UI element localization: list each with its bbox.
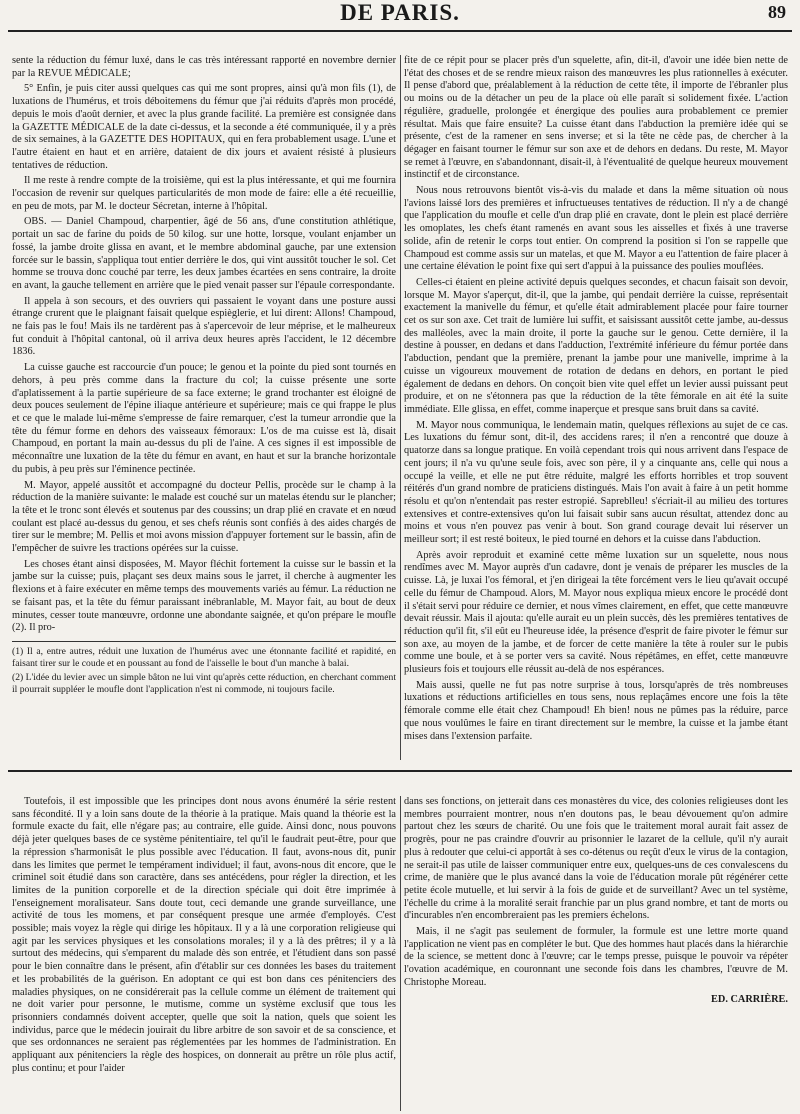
column-right-top xyxy=(404,55,788,746)
paragraph: Il appela à son secours, et des ouvriers qui passaient le voyant dans une posture aussi étrange crurent que le plaignant faisait quelque espièglerie, et lui dirent: Allons! Champoud, ne fais pas le fou! Mais ils ne tardèrent pas à s'apercevoir de leur méprise, et le malheureux fut conduit à l'hôpital cantonal, où il arriva deux heures après l'accident, le 12 décembre 1836. xyxy=(12,295,396,358)
paragraph: fite de ce répit pour se placer près d'un squelette, afin, dit-il, d'avoir une idée bien nette de l'état des choses et de se rendre mieux raison des manœuvres les plus rationnelles à exécuter. Il pense d'abord que, préalablement à la réduction de cette tête, il importe de l'ébranler plus ou moins ou de la détacher un peu de la place où elle paraît si solidement fixée. L'action régulière, graduelle, prolongée et énergique des poulies aura probablement ce premier résultat. Mais que faire ensuite? La cuisse étant dans l'abduction la première idée qui se présente, c'est de la ramener en sens inverse; et si la tête ne cède pas, de chercher à la dégager en faisant tourner le fémur sur son axe et de dehors en dedans. Du reste, M. Mayor se remet à l'œuvre, en s'abandonnant, disait-il, à l'éventualité de quelque heureux mouvement instinctif et de circonstance. xyxy=(404,55,788,181)
column-divider-top xyxy=(400,55,401,760)
feuilleton-rule xyxy=(8,770,792,772)
footnote-2: (2) L'idée du levier avec un simple bâton ne lui vint qu'après cette réduction, en cherchant comment il pourrait suppléer le moufle dont l'application n'est ni commode, ni toujours facile. xyxy=(12,671,396,695)
paragraph: 5° Enfin, je puis citer aussi quelques cas qui me sont propres, ainsi qu'à mon fils (1), de luxations de l'humérus, et trois déboitemens du fémur que j'ai réduits d'après mon procédé, depuis le mois d'août dernier, et avec la plus grande facilité. La première est consignée dans la GAZETTE MÉDICALE de la date ci-dessus, et la seconde a été communiquée, il y a près de six semaines, à la GAZETTE DES HOPITAUX, qui en fera probablement usage. L'une et l'autre étaient en haut et en arrière, dataient de dix jours et avaient résisté à plusieurs tentatives de réduction. xyxy=(12,83,396,171)
column-left-top xyxy=(12,55,396,698)
paragraph: La cuisse gauche est raccourcie d'un pouce; le genou et la pointe du pied sont tournés en dehors, à peu près comme dans la fracture du col; la cuisse présente une sorte d'aplatissement à la partie supérieure de sa face externe; le grand trochanter est éloigné de deux pouces seulement de l'épine iliaque antérieure et supérieure; mais ce qui frappe le plus et ce que le malade lui-même s'empresse de faire remarquer, c'est la tumeur arrondie que la tête du fémur forme en dehors des vaisseaux fémoraux: L'os de ma cuisse est là, disait Champoud, en portant la main au-dessus du pli de l'aine. A ces signes il est impossible de méconnaître une luxation de la tête du fémur en avant, en haut et sur la branche horizontale du pubis, à peu près sur l'éminence pectinée. xyxy=(12,362,396,475)
paragraph: M. Mayor, appelé aussitôt et accompagné du docteur Pellis, procède sur le champ à la réduction de la manière suivante: le malade est couché sur un matelas étendu sur le plancher; la tête et le tronc sont élevés et soutenus par des coussins; un drap plié en cravate et en nœud coulant est placé au-dessus du genou, et ses chefs réunis sont confiés à des aides chargés de tirer sur le membre; M. Pellis et moi avons mission d'appuyer fortement sur le bassin, afin de l'empêcher de suivre les tractions opérées sur la cuisse. xyxy=(12,479,396,555)
author-signature: ED. CARRIÈRE. xyxy=(711,993,788,1005)
paragraph: Toutefois, il est impossible que les principes dont nous avons énuméré la série restent sans fécondité. Il y a loin sans doute de la théorie à la pratique. Mais quand la théorie est la formule exacte du fait, elle n'égare pas; au contraire, elle guide. Ainsi donc, nous pouvons déjà jeter quelques bases de ce système pénitentiaire, tel qu'il le faudrait peut-être, pour que la répression s'harmonisât le plus possible avec l'éducation. Il faut, avons-nous dit, punir dans les limites que permet le tempérament individuel; il faut, avons-nous dit encore, que le criminel soit étudié dans son caractère, dans ses antécédens, pour régler la direction, et les limites de la punition corporelle et de la direction spéciale qui doit être imprimée à l'enseignement moralisateur. Sans doute tout, ceci demande une grande surveillance, une activité de tous les momens, et par conséquent presque une armée d'employés. C'est possible; mais voyez la règle qui dirige les hôpitaux. Il y a là une corporation religieuse qui agit par les services physiques et les consolations morales; il y a là des prêtres; il y a là surtout des médecins, qui s'emparent du malade dès son entrée, et l'étudient dans son passé pour le bien connaître dans le présent, afin d'établir sur ces données les bases du traitement et les probabilités de la guérison. En adoptant ce qui est bon dans ces pénitenciers des maladies physiques, on ne considérerait pas la cellule comme un élément de traitement qui ne doit varier pour personne, le mutisme, comme un système exclusif que tous les prisonniers condamnés doivent accepter, quelle que soit la nation, quels que soient les individus, parce que le médecin jouirait du libre arbitre de son savoir et de sa conscience, et que ses ordonnances ne seraient pas réglementées par les hommes de l'administration. En appliquant aux pénitenciers la règle des hospices, on donnerait au prêtre un rôle plus actif, plus continu; et pour l'aider xyxy=(12,796,396,1074)
page-header xyxy=(0,0,800,24)
column-divider-bottom xyxy=(400,796,401,1111)
running-title: DE PARIS. xyxy=(340,0,460,25)
observation-paragraph: OBS. — Daniel Champoud, charpentier, âgé de 56 ans, d'une constitution athlétique, portait un sac de farine du poids de 50 kilog. sur une hotte, lorsque, voulant enjamber un fossé, la jambe droite glissa en avant, et le membre abdominal gauche, par une extension forcée sur le bassin, s'appliqua tout entier derrière le dos, qui vint aussitôt toucher le sol. Cet homme se trouva donc couché par terre, les deux jambes écartées en sens contraire, la droite en avant, la gauche tellement en arrière que le pied venait passer sur l'épaule correspondante. xyxy=(12,216,396,291)
paragraph: dans ses fonctions, on jetterait dans ces monastères du vice, des colonies religieuses dont les membres pourraient montrer, nous n'en doutons pas, le beau dévouement qu'on admire partout chez les sœurs de charité. Ou une fois que le traitement moral aurait fait assez de progrès, pour ne pas craindre d'ouvrir au prisonnier le lazaret de la cellule, qu'il n'y aurait plus à redouter que celui-ci apportât à ses co-détenus ou reçût d'eux le virus de la contagion, ne serait-il pas utile de laisser communiquer entre eux, quelques-uns de ces convalescens du crime, de manière que le plus avancé dans la voie de l'éducation morale pût régénérer cette petite école mutuelle, et lui servir à la fois de guide et de surveillant? Avec un tel système, l'échelle du crime à la moralité serait franchie par un plus grand nombre, et tant de morts ou d'incurables n'en encombreraient pas les premiers échelons. xyxy=(404,796,788,922)
column-left-bottom xyxy=(12,796,396,1078)
paragraph: Mais, il ne s'agit pas seulement de formuler, la formule est une lettre morte quand l'application ne vient pas en compléter le but. Que des hommes haut placés dans la hiérarchie de la science, se mettent donc à l'œuvre; car le temps presse, puisque le pouvoir va répéter l'ovation académique, en couronnant une seconde fois dans les chambres, l'œuvre de M. Christophe Moreau. xyxy=(404,926,788,988)
footnotes xyxy=(12,641,396,696)
page-number: 89 xyxy=(768,2,786,22)
header-rule xyxy=(8,30,792,32)
paragraph: Les choses étant ainsi disposées, M. Mayor fléchit fortement la cuisse sur le bassin et la jambe sur la cuisse; puis, plaçant ses deux mains sous le jarret, il cherche à augmenter les flexions et à faire exécuter en même temps des mouvements variés au fémur. La réduction ne se faisant pas, et la tête du fémur paraissant inébranlable, M. Mayor fait, au bout de deux minutes, cesser toute manœuvre, ordonne une abondante saignée, et qu'on prépare le moufle (2). Il pro- xyxy=(12,558,396,634)
paragraph: Après avoir reproduit et examiné cette même luxation sur un squelette, nous nous rendîmes avec M. Mayor auprès d'un cadavre, dont je venais de préparer les muscles de la cuisse. Là, je luxai l'os fémoral, et j'en dirigeai la tête forcément vers le lieu qu'avait occupé celle du fémur de Champoud. Alors, M. Mayor nous expliqua mieux encore le procédé dont il s'était servi pour réduire ce dernier, et nous vîmes clairement, en effet, que cette manœuvre devait réussir. Mais il ajouta: qu'elle aurait eu un plein succès, dès les premières tentatives de réduction qu'il fit, s'il eût eu l'heureuse idée, la présence d'esprit de faire pivoter le fémur sur son axe, au moyen de la jambe, et de forcer de cette manière la tête à rouler sur le pubis comme une boule, et à se porter vers sa cavité. Nous répétâmes, en effet, cette manœuvre plusieurs fois et toujours elle réussit au-delà de nos espérances. xyxy=(404,549,788,676)
paragraph: M. Mayor nous communiqua, le lendemain matin, quelques réflexions au sujet de ce cas. Les luxations du fémur sont, dit-il, des accidens rares; il n'en a rencontré que douze à quatorze dans sa longue pratique. En voilà cependant trois qui nous arrivent dans l'espace de cent jours; il n'a vu qu'une seule fois, avec son père, il y a cinquante ans, celle qui nous a occupé la veille, et elle ne put être réduite, malgré les efforts horribles et trop souvent réitérés d'un grand nombre de praticiens distingués. Mais l'on avait à faire à un petit homme résolu et qu'on n'entendait pas rester estropié. Sapreblleu! s'écriait-il au milieu des tortures extensives et contre-extensives qu'on lui faisait subir sans aucun résultat, attendez donc au moins et vous n'en pouvez pas venir à bout. Son grand courage devait lui réserver un meilleur sort; il est resté boiteux, le pied tourné en dehors et la cuisse dans l'abduction. xyxy=(404,419,788,546)
column-right-bottom xyxy=(404,796,788,1006)
paragraph: Nous nous retrouvons bientôt vis-à-vis du malade et dans la même situation où nous l'avions laissé lors des premières et infructueuses tentatives de réduction. Il n'y a de changé que l'application du moufle et celle d'un drap plié en cravate, dont le plein est placé derrière les omoplates, les chefs étant ramenés en avant sous les aisselles et fixés à une traverse solide, afin de retenir le corps tout entier. On comprend la position si l'on se rappelle que Champoud est comme assis sur un matelas, et que M. Mayor a eu l'attention de faire placer à une certaine élévation le point fixe qui sert d'appui à la puissance des poulies mouflées. xyxy=(404,185,788,273)
paragraph: Celles-ci étaient en pleine activité depuis quelques secondes, et chacun faisait son devoir, lorsque M. Mayor s'aperçut, dit-il, que la jambe, qui pendait derrière la cuisse, représentait exactement la manivelle du fémur, et qu'elle était admirablement placée pour faire tourner cet os sur son axe. Cet trait de lumière lui suffit, et saisissant aussitôt cette jambe, au-dessus des malléoles, avec la main droite, il porte la gauche sur le genou. Cette dernière, il la destine à pousser, en dedans et dans l'adduction, l'extrémité inférieure du fémur portée dans l'abduction, pendant que la première, prenant la jambe pour une manivelle, imprime à la cuisse un vigoureux mouvement de rotation de dedans en dehors, en portant le pied également de dedans en dehors. On conçoit bien vite quel effet un levier aussi puissant peut produire, et on ne s'étonnera pas que la réduction de la tête fémorale en ait été la suite immédiate. Elle glissa, en effet, comme inaperçue et presque sans bruit dans sa cavité. xyxy=(404,276,788,415)
paragraph: Il me reste à rendre compte de la troisième, qui est la plus intéressante, et qui me fournira l'occasion de revenir sur quelques particularités de mon mode de faire: elle a été recueillie, en peu de mots, par M. le docteur Sécretan, interne à l'hôpital. xyxy=(12,175,396,212)
paragraph: sente la réduction du fémur luxé, dans le cas très intéressant rapporté en novembre dernier par la REVUE MÉDICALE; xyxy=(12,55,396,79)
footnote-1: (1) Il a, entre autres, réduit une luxation de l'humérus avec une étonnante facilité et rapidité, en faisant tirer sur le coude et en poussant au fond de l'aisselle le bout d'un manche à balai. xyxy=(12,645,396,669)
paragraph: Mais aussi, quelle ne fut pas notre surprise à tous, lorsqu'après de très nombreuses luxations et réductions artificielles en tous sens, nous replaçâmes encore une fois la tête fémorale comme elle était chez Champoud! Eh bien! nous ne pûmes pas la réduire, parce que nous voulûmes le faire en tirant directement sur le membre, la cuisse et la jambe étant mises dans l'extension parfaite. xyxy=(404,679,788,742)
